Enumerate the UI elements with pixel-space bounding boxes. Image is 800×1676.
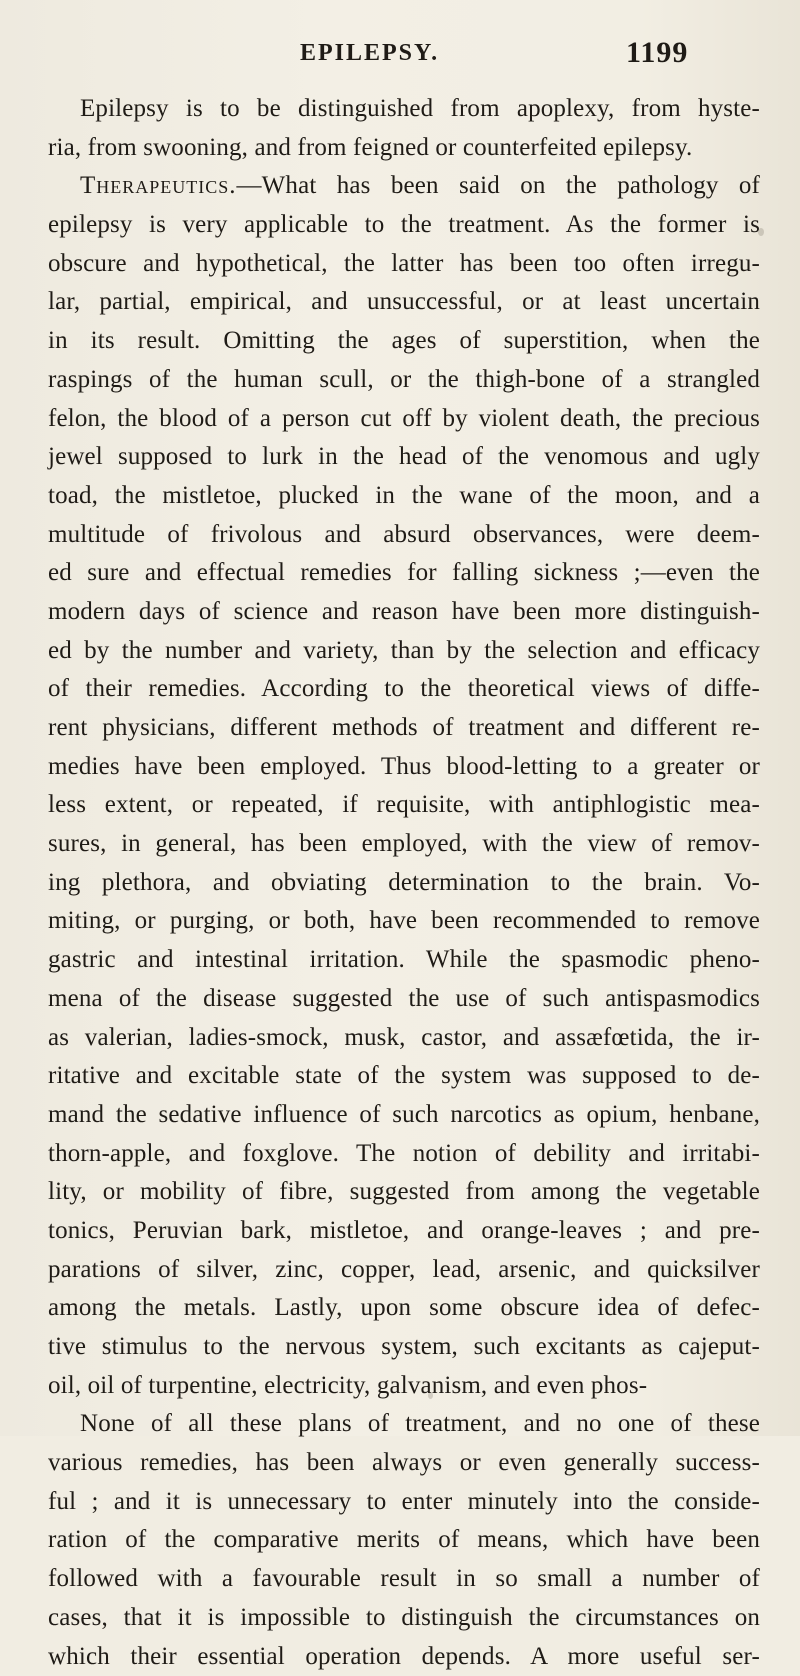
page-number: 1199	[626, 36, 688, 70]
text-line: obscure and hypothetical, the latter has been too often irregu-	[48, 245, 760, 284]
text-line: felon, the blood of a person cut off by violent death, the precious	[48, 400, 760, 439]
text-line: miting, or purging, or both, have been recommended to remove	[48, 902, 760, 941]
body-text	[48, 90, 760, 1676]
text-line: ed sure and effectual remedies for falling sickness ;—even the	[48, 554, 760, 593]
text-line: less extent, or repeated, if requisite, with antiphlogistic mea-	[48, 786, 760, 825]
text-line: None of all these plans of treatment, and no one of these	[48, 1405, 760, 1444]
text-line: followed with a favourable result in so small a number of	[48, 1560, 760, 1599]
text-line: toad, the mistletoe, plucked in the wane of the moon, and a	[48, 477, 760, 516]
section-heading: Therapeutics.	[80, 172, 237, 199]
page-header	[0, 30, 800, 70]
text-line: parations of silver, zinc, copper, lead, arsenic, and quicksilver	[48, 1251, 760, 1290]
text-line: as valerian, ladies-smock, musk, castor, and assæfœtida, the ir-	[48, 1019, 760, 1058]
text-line: various remedies, has been always or even generally success-	[48, 1444, 760, 1483]
text-line: raspings of the human scull, or the thigh-bone of a strangled	[48, 361, 760, 400]
text-line: lar, partial, empirical, and unsuccessful, or at least uncertain	[48, 283, 760, 322]
text-line: sures, in general, has been employed, with the view of remov-	[48, 825, 760, 864]
text-line: of their remedies. According to the theoretical views of diffe-	[48, 670, 760, 709]
text-line: among the metals. Lastly, upon some obscure idea of defec-	[48, 1289, 760, 1328]
text-line: thorn-apple, and foxglove. The notion of debility and irritabi-	[48, 1135, 760, 1174]
text-fragment: —What has been said on the pathology of	[237, 172, 760, 199]
text-line: epilepsy is very applicable to the treatment. As the former is	[48, 206, 760, 245]
ink-speck	[428, 1392, 433, 1399]
text-line: mand the sedative influence of such narcotics as opium, henbane,	[48, 1096, 760, 1135]
text-line: tive stimulus to the nervous system, such excitants as cajeput-	[48, 1328, 760, 1367]
text-line: lity, or mobility of fibre, suggested from among the vegetable	[48, 1173, 760, 1212]
text-line: which their essential operation depends. A more useful ser-	[48, 1638, 760, 1676]
text-line: cases, that it is impossible to distinguish the circumstances on	[48, 1599, 760, 1638]
ink-speck	[758, 228, 764, 236]
text-line: mena of the disease suggested the use of such antispasmodics	[48, 980, 760, 1019]
text-line: rent physicians, different methods of treatment and different re-	[48, 709, 760, 748]
text-line: ria, from swooning, and from feigned or counterfeited epilepsy.	[48, 129, 760, 168]
text-line: jewel supposed to lurk in the head of the venomous and ugly	[48, 438, 760, 477]
text-line: ed by the number and variety, than by the selection and efficacy	[48, 632, 760, 671]
text-line: ful ; and it is unnecessary to enter minutely into the conside-	[48, 1483, 760, 1522]
text-line: ration of the comparative merits of means, which have been	[48, 1521, 760, 1560]
text-line: oil, oil of turpentine, electricity, galvanism, and even phos-	[48, 1367, 760, 1406]
text-line: ing plethora, and obviating determination to the brain. Vo-	[48, 864, 760, 903]
text-line: Epilepsy is to be distinguished from apoplexy, from hyste-	[48, 90, 760, 129]
text-line: modern days of science and reason have been more distinguish-	[48, 593, 760, 632]
text-line: multitude of frivolous and absurd observances, were deem-	[48, 516, 760, 555]
text-line: ritative and excitable state of the system was supposed to de-	[48, 1057, 760, 1096]
text-line: gastric and intestinal irritation. While the spasmodic pheno-	[48, 941, 760, 980]
text-line: medies have been employed. Thus blood-letting to a greater or	[48, 748, 760, 787]
running-head: EPILEPSY.	[300, 40, 439, 67]
text-line: tonics, Peruvian bark, mistletoe, and orange-leaves ; and pre-	[48, 1212, 760, 1251]
section-heading-line	[48, 167, 760, 206]
text-line: in its result. Omitting the ages of superstition, when the	[48, 322, 760, 361]
